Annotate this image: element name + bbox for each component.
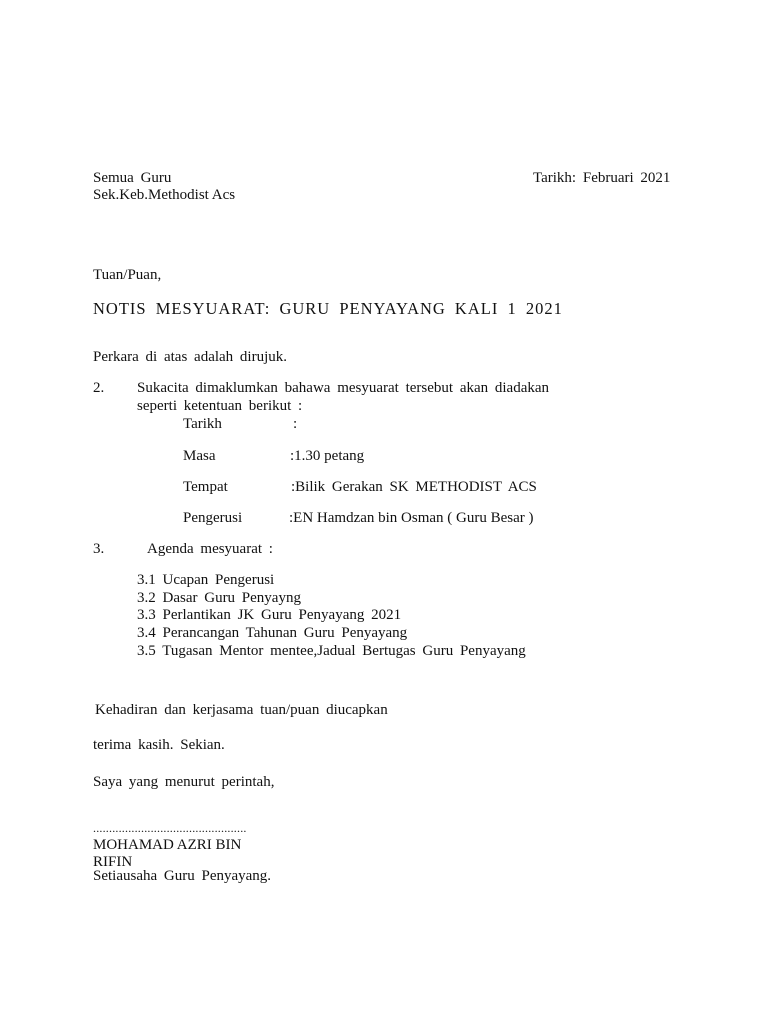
agenda-item: 3.2 Dasar Guru Penyayng [137,590,301,606]
closing-line-1: Kehadiran dan kerjasama tuan/puan diucapkan [95,702,388,718]
section-3-heading: Agenda mesyuarat : [147,541,273,557]
signatory-name-line-1: MOHAMAD AZRI BIN [93,837,242,853]
detail-label-tarikh: Tarikh [183,416,222,432]
agenda-item: 3.1 Ucapan Pengerusi [137,572,275,588]
closing-line-2: terima kasih. Sekian. [93,737,225,753]
salutation: Tuan/Puan, [93,267,162,283]
intro-paragraph: Perkara di atas adalah dirujuk. [93,349,288,365]
agenda-item: 3.4 Perancangan Tahunan Guru Penyayang [137,625,408,641]
detail-label-tempat: Tempat [183,479,228,495]
detail-label-pengerusi: Pengerusi [183,510,243,526]
detail-value-tarikh: : [293,416,298,432]
signatory-name-line-2: RIFIN [93,854,133,870]
date-label: Tarikh: [533,170,577,186]
signature-line: ................................................ [93,821,247,835]
detail-value-masa: :1.30 petang [290,448,365,464]
letter-title: NOTIS MESYUARAT: GURU PENYAYANG KALI 1 2021 [93,299,563,318]
date-value: Februari 2021 [582,170,671,186]
agenda-item: 3.5 Tugasan Mentor mentee,Jadual Bertugas Guru Penyayang [137,643,526,659]
detail-value-pengerusi: :EN Hamdzan bin Osman ( Guru Besar ) [289,510,534,526]
recipient-line-1: Semua Guru [93,170,172,186]
closing-line-3: Saya yang menurut perintah, [93,774,275,790]
signatory-position: Setiausaha Guru Penyayang. [93,868,272,884]
section-2-line-1: Sukacita dimaklumkan bahawa mesyuarat tersebut akan diadakan [137,380,550,396]
section-3-number: 3. [93,541,105,557]
date-line [533,169,670,187]
section-2-number: 2. [93,380,105,396]
agenda-item: 3.3 Perlantikan JK Guru Penyayang 2021 [137,607,402,623]
detail-value-tempat: :Bilik Gerakan SK METHODIST ACS [291,479,537,495]
section-2-line-2: seperti ketentuan berikut : [137,398,303,414]
recipient-line-2: Sek.Keb.Methodist Acs [93,187,236,203]
detail-label-masa: Masa [183,448,216,464]
